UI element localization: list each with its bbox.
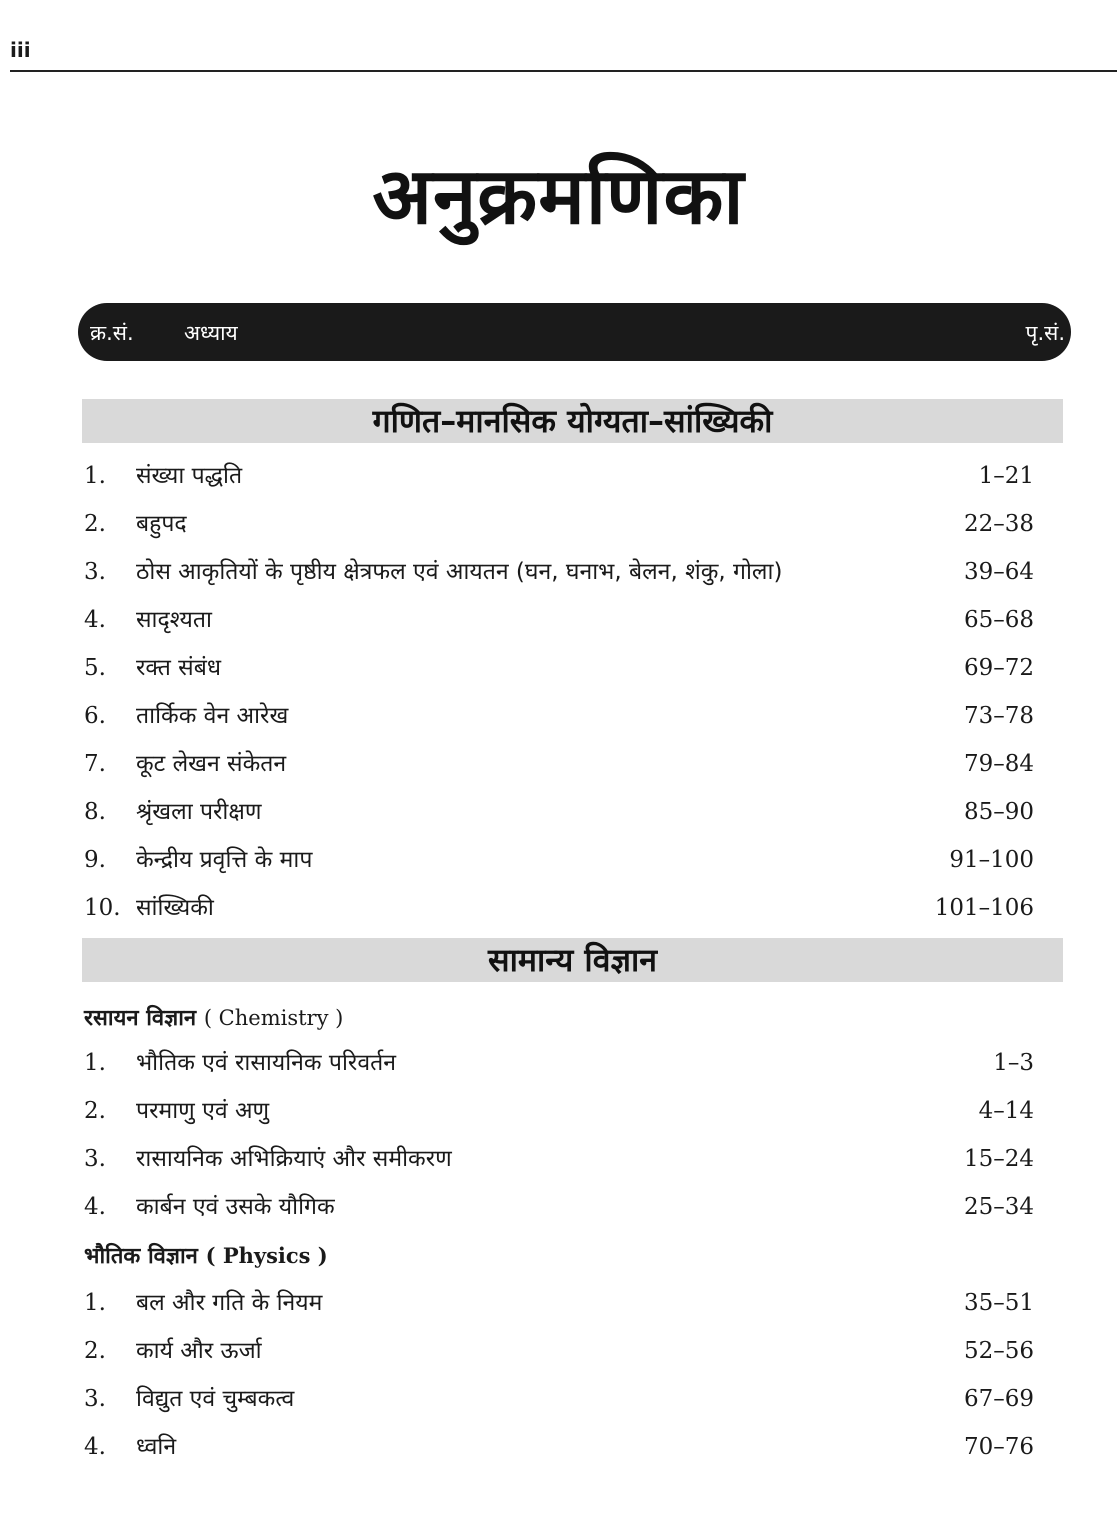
- toc-pages: 91–100: [949, 847, 1034, 873]
- toc-title: विद्युत एवं चुम्बकत्व: [136, 1386, 295, 1412]
- toc-number: 2.: [84, 511, 106, 537]
- toc-row: [82, 1379, 1034, 1419]
- toc-number: 2.: [84, 1098, 106, 1124]
- header-rule: [10, 70, 1117, 72]
- toc-pages: 1–3: [993, 1050, 1034, 1076]
- toc-row: [82, 792, 1034, 832]
- toc-number: 1.: [84, 1290, 106, 1316]
- section-heading-math: गणित–मानसिक योग्यता–सांख्यिकी: [82, 399, 1063, 443]
- toc-row: [82, 1139, 1034, 1179]
- toc-row: [82, 744, 1034, 784]
- toc-number: 2.: [84, 1338, 106, 1364]
- toc-pages: 79–84: [963, 751, 1034, 777]
- toc-pages: 73–78: [963, 703, 1034, 729]
- toc-number: 10.: [84, 895, 121, 921]
- toc-pages: 35–51: [963, 1290, 1034, 1316]
- toc-pages: 1–21: [978, 463, 1034, 489]
- page-column-label: पृ.सं.: [1025, 321, 1065, 345]
- toc-pages: 101–106: [934, 895, 1034, 921]
- toc-number: 6.: [84, 703, 106, 729]
- toc-title: कूट लेखन संकेतन: [136, 751, 287, 777]
- toc-row: [82, 456, 1034, 496]
- toc-pages: 65–68: [963, 607, 1034, 633]
- toc-number: 1.: [84, 463, 106, 489]
- toc-pages: 70–76: [963, 1434, 1034, 1460]
- toc-title: बहुपद: [136, 511, 187, 537]
- page-title: अनुक्रमणिका: [372, 152, 745, 242]
- toc-number: 1.: [84, 1050, 106, 1076]
- toc-pages: 39–64: [963, 559, 1034, 585]
- toc-row: [82, 1043, 1034, 1083]
- toc-row: [82, 696, 1034, 736]
- toc-title: परमाणु एवं अणु: [136, 1098, 270, 1124]
- toc-number: 4.: [84, 1434, 106, 1460]
- toc-title: बल और गति के नियम: [136, 1290, 323, 1316]
- toc-row: [82, 840, 1034, 880]
- toc-title: ठोस आकृतियों के पृष्ठीय क्षेत्रफल एवं आयतन (घन, घनाभ, बेलन, शंकु, गोला): [136, 559, 783, 585]
- chapter-column-label: अध्याय: [184, 321, 238, 345]
- toc-pages: 15–24: [963, 1146, 1034, 1172]
- toc-row: [82, 888, 1034, 928]
- toc-number: 9.: [84, 847, 106, 873]
- toc-pages: 67–69: [963, 1386, 1034, 1412]
- toc-title: तार्किक वेन आरेख: [136, 703, 289, 729]
- toc-row: [82, 504, 1034, 544]
- toc-title: सांख्यिकी: [136, 895, 214, 921]
- toc-pages: 22–38: [963, 511, 1034, 537]
- toc-number: 3.: [84, 559, 106, 585]
- subsection-heading-physics: [84, 1240, 328, 1270]
- toc-number: 3.: [84, 1146, 106, 1172]
- toc-title: संख्या पद्धति: [136, 463, 243, 489]
- toc-row: [82, 1091, 1034, 1131]
- toc-row: [82, 552, 1034, 592]
- toc-row: [82, 1427, 1034, 1467]
- page-number: iii: [10, 38, 31, 62]
- subsection-heading-chemistry: [84, 1002, 343, 1032]
- toc-row: [82, 1331, 1034, 1371]
- toc-title: श्रृंखला परीक्षण: [136, 799, 262, 825]
- toc-number: 3.: [84, 1386, 106, 1412]
- toc-title: रासायनिक अभिक्रियाएं और समीकरण: [136, 1146, 452, 1172]
- toc-title: रक्त संबंध: [136, 655, 221, 681]
- serial-column-label: क्र.सं.: [90, 321, 134, 345]
- toc-pages: 85–90: [963, 799, 1034, 825]
- chemistry-label-hindi: रसायन विज्ञान: [84, 1006, 197, 1031]
- toc-title: केन्द्रीय प्रवृत्ति के माप: [136, 847, 313, 873]
- toc-number: 4.: [84, 607, 106, 633]
- toc-pages: 25–34: [963, 1194, 1034, 1220]
- toc-row: [82, 1283, 1034, 1323]
- physics-label-english: ( Physics ): [205, 1243, 328, 1268]
- toc-title: सादृश्यता: [136, 607, 212, 633]
- toc-title: कार्बन एवं उसके यौगिक: [136, 1194, 335, 1220]
- toc-number: 8.: [84, 799, 106, 825]
- toc-number: 7.: [84, 751, 106, 777]
- toc-title: भौतिक एवं रासायनिक परिवर्तन: [136, 1050, 396, 1076]
- toc-row: [82, 600, 1034, 640]
- chemistry-label-english: ( Chemistry ): [203, 1006, 344, 1030]
- column-header-bar: [78, 303, 1071, 361]
- toc-title: कार्य और ऊर्जा: [136, 1338, 262, 1364]
- physics-label-hindi: भौतिक विज्ञान: [84, 1244, 198, 1269]
- toc-pages: 4–14: [978, 1098, 1034, 1124]
- toc-number: 4.: [84, 1194, 106, 1220]
- section-heading-science: सामान्य विज्ञान: [82, 938, 1063, 982]
- toc-number: 5.: [84, 655, 106, 681]
- toc-pages: 69–72: [963, 655, 1034, 681]
- toc-row: [82, 648, 1034, 688]
- toc-pages: 52–56: [963, 1338, 1034, 1364]
- toc-row: [82, 1187, 1034, 1227]
- toc-title: ध्वनि: [136, 1434, 177, 1460]
